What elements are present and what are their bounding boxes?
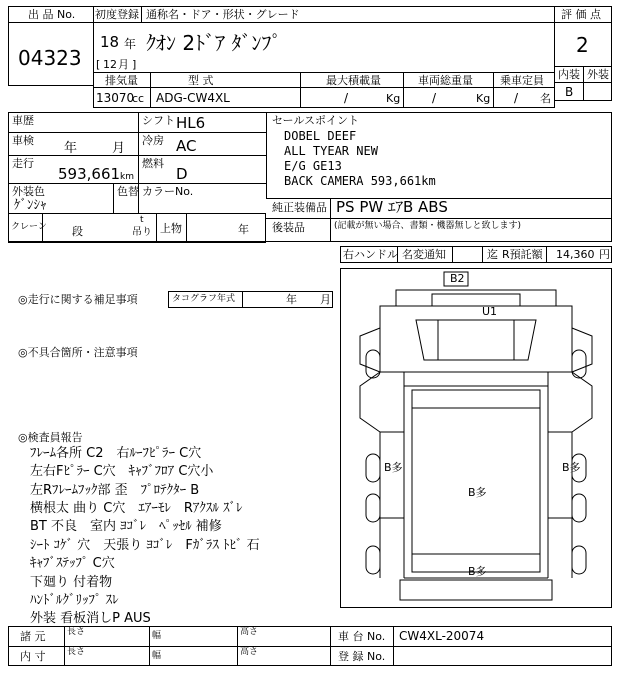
truck-damage-diagram bbox=[340, 268, 612, 608]
selling-point-4: BACK CAMERA 593,661km bbox=[284, 174, 436, 188]
spec-dim-label: 諸 元 bbox=[20, 630, 46, 643]
steering-value: 右ハンドル bbox=[343, 248, 398, 261]
recycle-label: R預託額 bbox=[502, 248, 543, 261]
diagram-mark-u1: U1 bbox=[482, 305, 498, 318]
crane-ton-unit: t bbox=[140, 215, 144, 225]
retrofit-label: 後装品 bbox=[272, 221, 305, 234]
inspector-line-5: BT 不良 室内 ﾖｺﾞﾚ ﾍﾟｯｾﾙ 補修 bbox=[30, 519, 222, 534]
vehicle-name-label: 通称名・ドア・形状・グレード bbox=[146, 8, 300, 21]
tachograph-label: タコグラフ年式 bbox=[172, 294, 236, 304]
exterior-label: 外装 bbox=[587, 68, 609, 81]
inspector-line-4: 横根太 曲り C穴 ｴｱｰﾓﾚ Rｱｸｽﾙ ｽﾞﾚ bbox=[30, 501, 243, 516]
chassis-number: CW4XL-20074 bbox=[399, 629, 485, 643]
inspector-line-6: ｼｰﾄ ｺｹﾞ 穴 天張り ﾖｺﾞﾚ Fｶﾞﾗｽ ﾄﾋﾞ 石 bbox=[30, 538, 260, 553]
first-reg-label: 初度登録 bbox=[95, 8, 139, 21]
person-unit: 名 bbox=[540, 92, 551, 105]
displacement-value: 13070 bbox=[96, 91, 135, 105]
lot-number: 04323 bbox=[18, 46, 82, 70]
inspector-label: ◎検査員報告 bbox=[18, 431, 83, 444]
fuel-label: 燃料 bbox=[142, 157, 164, 170]
diagram-mark-left: B多 bbox=[384, 461, 403, 474]
reg-label: 登 録 No. bbox=[338, 650, 386, 663]
model-value: ADG-CW4XL bbox=[156, 91, 230, 105]
grade-label: 評 価 点 bbox=[561, 8, 601, 21]
kg-unit-1: Kg bbox=[386, 92, 401, 105]
inspection-year-unit: 年 bbox=[64, 141, 78, 156]
gross-weight-label: 車両総重量 bbox=[418, 74, 473, 87]
color-change-label: 色替 bbox=[117, 185, 139, 198]
diagram-mark-center: B多 bbox=[468, 486, 487, 499]
inspector-line-9: ﾊﾝﾄﾞﾙｸﾞﾘｯﾌﾟ ｽﾚ bbox=[30, 593, 119, 608]
inspection-label: 車検 bbox=[12, 134, 34, 147]
grade-value: 2 bbox=[576, 33, 589, 57]
ac-label: 冷房 bbox=[142, 134, 164, 147]
mileage-value: 593,661 bbox=[58, 165, 121, 183]
recycle-amount: 14,360 bbox=[556, 248, 595, 261]
lot-label: 出 品 No. bbox=[28, 8, 76, 21]
first-reg-year: 18 bbox=[100, 33, 120, 51]
first-reg-month: 12 bbox=[103, 58, 117, 71]
capacity-label: 乗車定員 bbox=[500, 74, 544, 87]
selling-points-label: セールスポイント bbox=[272, 114, 360, 127]
interior-dim-label: 内 寸 bbox=[20, 650, 46, 663]
model-label: 型 式 bbox=[188, 74, 214, 87]
inspector-line-8: 下廻り 付着物 bbox=[30, 575, 113, 590]
max-load-slash: / bbox=[344, 91, 349, 105]
upper-year-unit: 年 bbox=[238, 223, 249, 236]
selling-point-3: E/G GE13 bbox=[284, 159, 342, 173]
tacho-year-unit: 年 bbox=[286, 293, 297, 306]
ext-color-value: ｹﾞﾝｼｬ bbox=[14, 198, 47, 213]
chassis-label: 車 台 No. bbox=[338, 630, 386, 643]
interior-width-label: 幅 bbox=[152, 651, 162, 661]
equipment-label: 純正装備品 bbox=[272, 201, 327, 214]
interior-label: 内装 bbox=[558, 68, 580, 81]
defect-label: ◎不具合箇所・注意事項 bbox=[18, 346, 138, 359]
mileage-label: 走行 bbox=[12, 157, 34, 170]
inspector-line-2: 左右Fﾋﾟﾗｰ C穴 ｷｬﾌﾞﾌﾛｱ C穴小 bbox=[30, 464, 214, 479]
km-unit: km bbox=[120, 172, 134, 182]
inspector-line-1: ﾌﾚｰﾑ各所 C2 右ﾙｰﾌﾋﾟﾗｰ C穴 bbox=[30, 446, 202, 461]
deadline-suffix: 迄 bbox=[487, 248, 498, 261]
shift-value: HL6 bbox=[176, 114, 206, 132]
yen-unit: 円 bbox=[599, 248, 610, 261]
diagram-mark-b2: B2 bbox=[450, 272, 465, 285]
selling-point-2: ALL TYEAR NEW bbox=[284, 144, 378, 158]
equipment-value: PS PW ｴｱB ABS bbox=[336, 198, 448, 216]
interior-grade: B bbox=[565, 85, 574, 99]
crane-label: クレーン bbox=[11, 222, 47, 232]
color-no-label: カラーNo. bbox=[142, 185, 194, 198]
tacho-month-unit: 月 bbox=[320, 293, 331, 306]
kg-unit-2: Kg bbox=[476, 92, 491, 105]
displacement-label: 排気量 bbox=[105, 74, 138, 87]
spec-length-label: 長さ bbox=[67, 627, 86, 637]
gross-slash: / bbox=[432, 91, 437, 105]
interior-height-label: 高さ bbox=[240, 647, 259, 657]
spec-height-label: 高さ bbox=[240, 627, 259, 637]
max-load-label: 最大積載量 bbox=[326, 74, 381, 87]
capacity-slash: / bbox=[514, 91, 519, 105]
ac-value: AC bbox=[176, 137, 197, 155]
vehicle-name: ｸｵﾝ 2ﾄﾞｱ ﾀﾞﾝﾌﾟ bbox=[146, 31, 282, 55]
fuel-value: D bbox=[176, 165, 188, 183]
diagram-mark-right: B多 bbox=[562, 461, 581, 474]
selling-point-1: DOBEL DEEF bbox=[284, 129, 357, 143]
spec-width-label: 幅 bbox=[152, 631, 162, 641]
inspector-line-3: 左Rﾌﾚｰﾑﾌｯｸ部 歪 ﾌﾟﾛﾃｸﾀｰ B bbox=[30, 483, 200, 498]
inspection-month-unit: 月 bbox=[112, 141, 126, 156]
year-unit: 年 bbox=[124, 37, 137, 51]
inspector-line-10: 外装 看板消しP AUS bbox=[30, 611, 151, 626]
ext-color-label: 外装色 bbox=[12, 185, 45, 198]
diagram-mark-rear: B多 bbox=[468, 565, 487, 578]
history-label: 車歴 bbox=[12, 114, 34, 127]
interior-length-label: 長さ bbox=[67, 647, 86, 657]
driving-note-label: ◎走行に関する補足事項 bbox=[18, 293, 138, 306]
crane-hoist-unit: 吊り bbox=[132, 227, 152, 238]
inspector-line-7: ｷｬﾌﾞｽﾃｯﾌﾟ C穴 bbox=[30, 556, 115, 571]
upper-label: 上物 bbox=[160, 222, 182, 235]
crane-stage-unit: 段 bbox=[72, 225, 83, 238]
cc-unit: cc bbox=[132, 92, 145, 105]
month-unit: 月 bbox=[118, 58, 129, 71]
shift-label: シフト bbox=[142, 114, 175, 127]
retrofit-note: (記載が無い場合、書類・機器無しと致します) bbox=[334, 221, 522, 231]
name-change-label: 名変通知 bbox=[402, 248, 446, 261]
